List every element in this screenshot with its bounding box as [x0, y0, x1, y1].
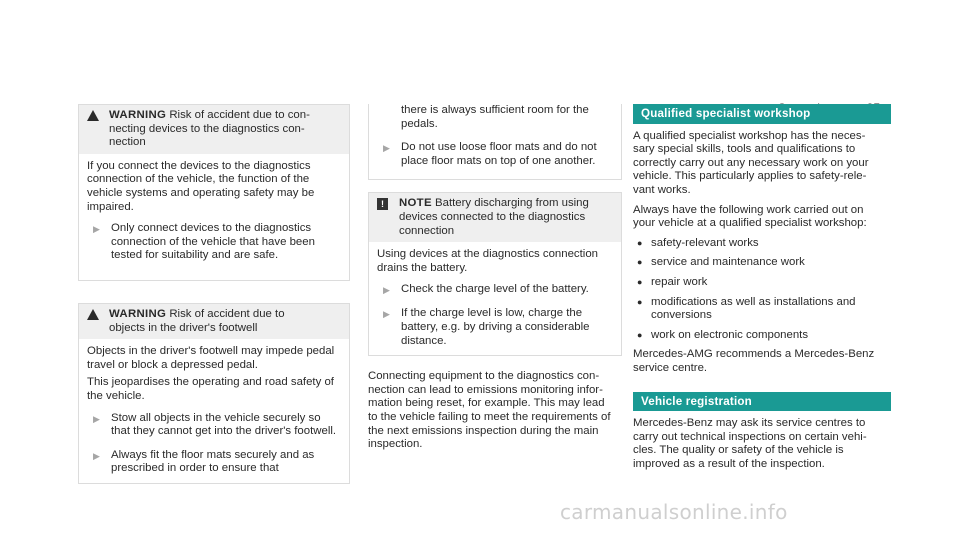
column-1: [78, 104, 350, 484]
note-title: Battery discharging from using devices connected to the diagnostics connection: [399, 197, 589, 237]
registration-paragraph: Mercedes-Benz may ask its service centres to carry out technical inspections on certain vehi- cles. The quality or safety of the vehicle is improved as a result of the inspection.: [633, 417, 867, 470]
note-battery-box: [368, 192, 622, 356]
warning-footwell-header: [79, 304, 349, 339]
list-item: ● work on electronic components: [637, 328, 809, 341]
warning-icon: [87, 308, 103, 335]
arrow-right-icon: ▶: [383, 143, 390, 154]
warning-title: Risk of accident due to objects in the driver's footwell: [109, 307, 285, 334]
warning-label: WARNING: [109, 307, 167, 320]
list-item: ▶ If the charge level is low, charge the battery, e.g. by driving a considerable distance.: [383, 307, 590, 347]
workshop-paragraph: Always have the following work carried out on your vehicle at a qualified specialist workshop:: [633, 203, 867, 230]
section-heading-workshop: Qualified specialist workshop: [633, 104, 891, 124]
warning-footwell-box: [78, 303, 350, 484]
warning-body: This jeopardises the operating and road safety of the vehicle.: [87, 376, 334, 402]
bullet-dot-icon: ●: [637, 329, 643, 340]
arrow-right-icon: ▶: [93, 224, 100, 235]
bullet-dot-icon: ●: [637, 276, 643, 287]
watermark: carmanualsonline.info: [560, 500, 788, 524]
column-2: [368, 104, 622, 452]
list-item: ● modifications as well as installations and conversions: [637, 295, 856, 322]
list-item: there is always sufficient room for the pedals.: [401, 104, 589, 130]
warning-title: Risk of accident due to con- necting devices to the diagnostics con- nection: [109, 109, 310, 149]
list-item: ● repair work: [637, 275, 708, 288]
warning-body: If you connect the devices to the diagnostics connection of the vehicle, the function of the vehicle systems and operating safety may be impaired.: [87, 159, 315, 213]
list-item: ▶ Always fit the floor mats securely and as prescribed in order to ensure that: [93, 448, 315, 475]
section-heading-registration: Vehicle registration: [633, 392, 891, 412]
list-item: ▶ Do not use loose floor mats and do not place floor mats on top of one another.: [383, 141, 597, 167]
warning-diagnostics-header: [79, 105, 349, 154]
warning-icon: [87, 109, 103, 150]
arrow-right-icon: ▶: [383, 309, 390, 320]
list-item: ● service and maintenance work: [637, 256, 805, 269]
list-item: ▶ Stow all objects in the vehicle securely so that they cannot get into the driver's footwell.: [93, 411, 337, 438]
warning-label: WARNING: [109, 109, 167, 121]
warning-footwell-continuation: [368, 104, 622, 180]
arrow-right-icon: ▶: [93, 450, 100, 461]
workshop-paragraph: A qualified specialist workshop has the neces- sary special skills, tools and qualifications to correctly carry out any necessary work on your vehicle. This particularly applies to safety-rele- vant works.: [633, 129, 869, 196]
arrow-right-icon: ▶: [383, 285, 390, 296]
workshop-paragraph: Mercedes-AMG recommends a Mercedes-Benz service centre.: [633, 348, 875, 374]
list-item: ▶ Only connect devices to the diagnostics connection of the vehicle that have been tested for suitability and are safe.: [93, 222, 315, 262]
bullet-dot-icon: ●: [637, 257, 643, 268]
emissions-paragraph: Connecting equipment to the diagnostics con- nection can lead to emissions monitoring infor- mation being reset, for example. This may lead to the vehicle failing to meet the requirements of the next emissions inspection during the main inspection.: [368, 370, 611, 451]
list-item: ▶ Check the charge level of the battery.: [383, 283, 589, 296]
note-label: NOTE: [399, 197, 432, 210]
warning-diagnostics-box: [78, 104, 350, 281]
warning-body: Objects in the driver's footwell may impede pedal travel or block a depressed pedal.: [87, 345, 335, 371]
list-item: ● safety-relevant works: [637, 236, 759, 249]
bullet-dot-icon: ●: [637, 237, 643, 248]
arrow-right-icon: ▶: [93, 413, 100, 424]
exclamation-icon: !: [377, 197, 393, 238]
note-battery-header: [369, 193, 621, 242]
bullet-dot-icon: ●: [637, 296, 643, 307]
note-body: Using devices at the diagnostics connection drains the battery.: [377, 248, 598, 274]
column-3: [633, 104, 891, 477]
